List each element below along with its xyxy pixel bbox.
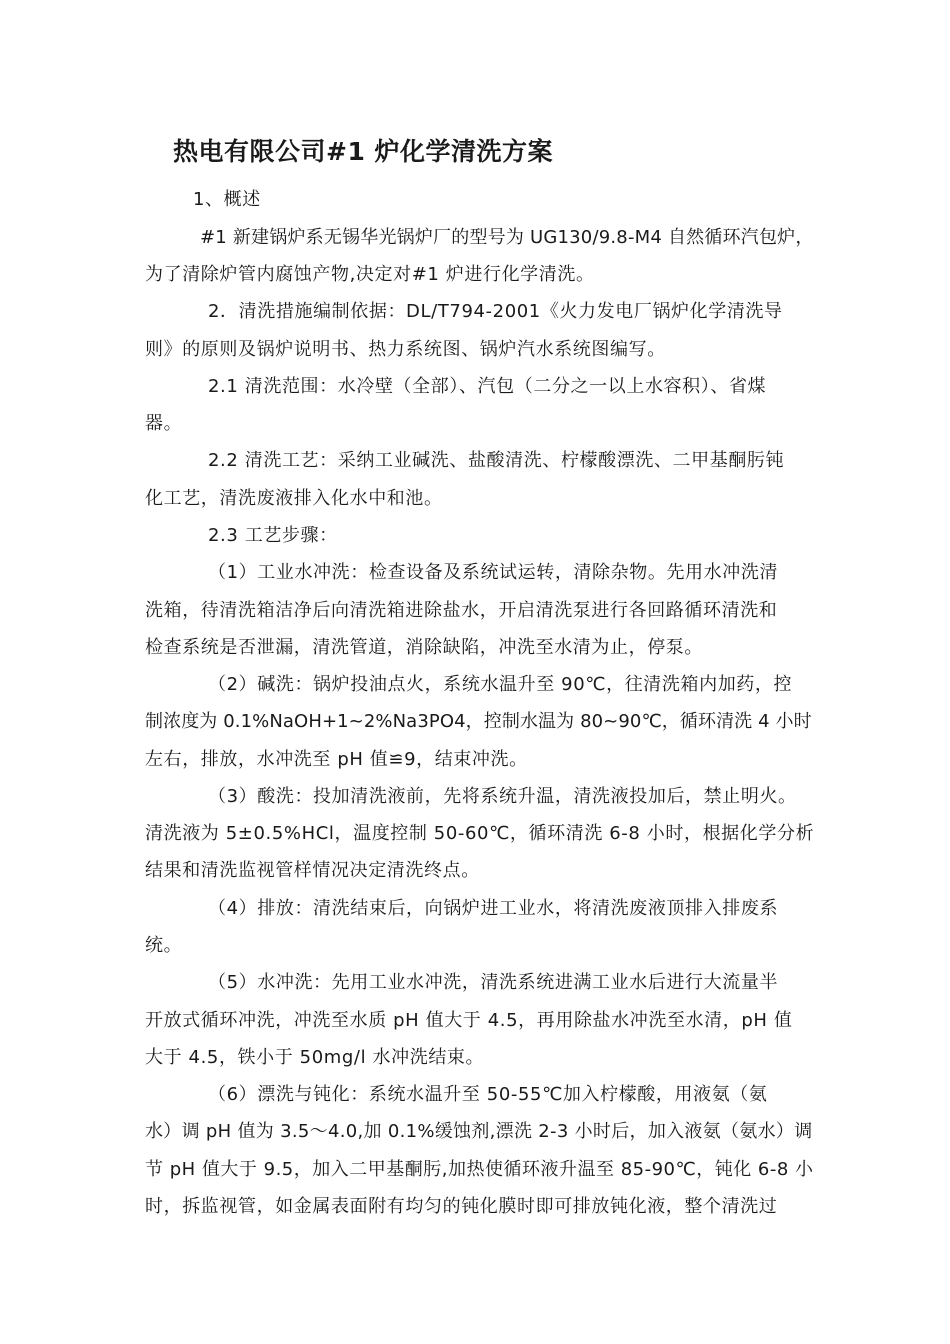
paragraph-line: 器。	[145, 413, 183, 434]
paragraph-line: （5）水冲洗：先用工业水冲洗，清洗系统进满工业水后进行大流量半	[208, 972, 779, 993]
paragraph-line: 检查系统是否泄漏，清洗管道，消除缺陷，冲洗至水清为止，停泵。	[145, 637, 703, 658]
paragraph-line: 化工艺，清洗废液排入化水中和池。	[145, 488, 443, 509]
paragraph-line: 开放式循环冲洗，冲洗至水质 pH 值大于 4.5，再用除盐水冲洗至水清，pH 值	[145, 1010, 793, 1031]
paragraph-line: 节 pH 值大于 9.5，加入二甲基酮肟,加热使循环液升温至 85-90℃，钝化 6-8 小	[145, 1159, 814, 1180]
paragraph-line: 左右，排放，水冲洗至 pH 值≌9，结束冲洗。	[145, 749, 528, 770]
paragraph-line: （3）酸洗：投加清洗液前，先将系统升温，清洗液投加后，禁止明火。	[208, 786, 797, 807]
paragraph-line: 2．清洗措施编制依据：DL/T794-2001《火力发电厂锅炉化学清洗导	[208, 301, 783, 322]
paragraph-line: 时，拆监视管，如金属表面附有均匀的钝化膜时即可排放钝化液，整个清洗过	[145, 1196, 778, 1217]
paragraph-line: （2）碱洗：锅炉投油点火，系统水温升至 90℃，往清洗箱内加药，控	[208, 674, 793, 695]
paragraph-line: 统。	[145, 935, 183, 956]
paragraph-line: （6）漂洗与钝化：系统水温升至 50-55℃加入柠檬酸，用液氨（氨	[208, 1084, 768, 1105]
paragraph-line: 大于 4.5，铁小于 50mg/l 水冲洗结束。	[145, 1047, 485, 1068]
section-heading-overview: 1、概述	[193, 189, 261, 210]
paragraph-line: 水）调 pH 值为 3.5～4.0,加 0.1%缓蚀剂,漂洗 2-3 小时后，加入液氨（氨水）调	[145, 1121, 813, 1142]
document-title: 热电有限公司#1 炉化学清洗方案	[173, 137, 554, 166]
paragraph-line: 2.2 清洗工艺：采纳工业碱洗、盐酸清洗、柠檬酸漂洗、二甲基酮肟钝	[208, 450, 785, 471]
paragraph-line: （1）工业水冲洗：检查设备及系统试运转，清除杂物。先用水冲洗清	[208, 562, 779, 583]
paragraph-line: 洗箱，待清洗箱洁净后向清洗箱进除盐水，开启清洗泵进行各回路循环清洗和	[145, 600, 778, 621]
paragraph-line: 2.1 清洗范围：水冷壁（全部）、汽包（二分之一以上水容积）、省煤	[208, 376, 767, 397]
paragraph-line: （4）排放：清洗结束后，向锅炉进工业水，将清洗废液顶排入排废系	[208, 898, 779, 919]
paragraph-line: #1 新建锅炉系无锡华光锅炉厂的型号为 UG130/9.8-M4 自然循环汽包炉，	[200, 227, 814, 248]
paragraph-line: 制浓度为 0.1%NaOH+1~2%Na3PO4，控制水温为 80~90℃，循环清洗 4 小时	[145, 711, 812, 732]
paragraph-line: 结果和清洗监视管样情况决定清洗终点。	[145, 860, 480, 881]
paragraph-line: 则》的原则及锅炉说明书、热力系统图、锅炉汽水系统图编写。	[145, 339, 666, 360]
section-heading-steps: 2.3 工艺步骤：	[208, 525, 338, 546]
paragraph-line: 清洗液为 5±0.5%HCl，温度控制 50-60℃，循环清洗 6-8 小时，根据化学分析	[145, 823, 815, 844]
paragraph-line: 为了清除炉管内腐蚀产物,决定对#1 炉进行化学清洗。	[145, 264, 595, 285]
